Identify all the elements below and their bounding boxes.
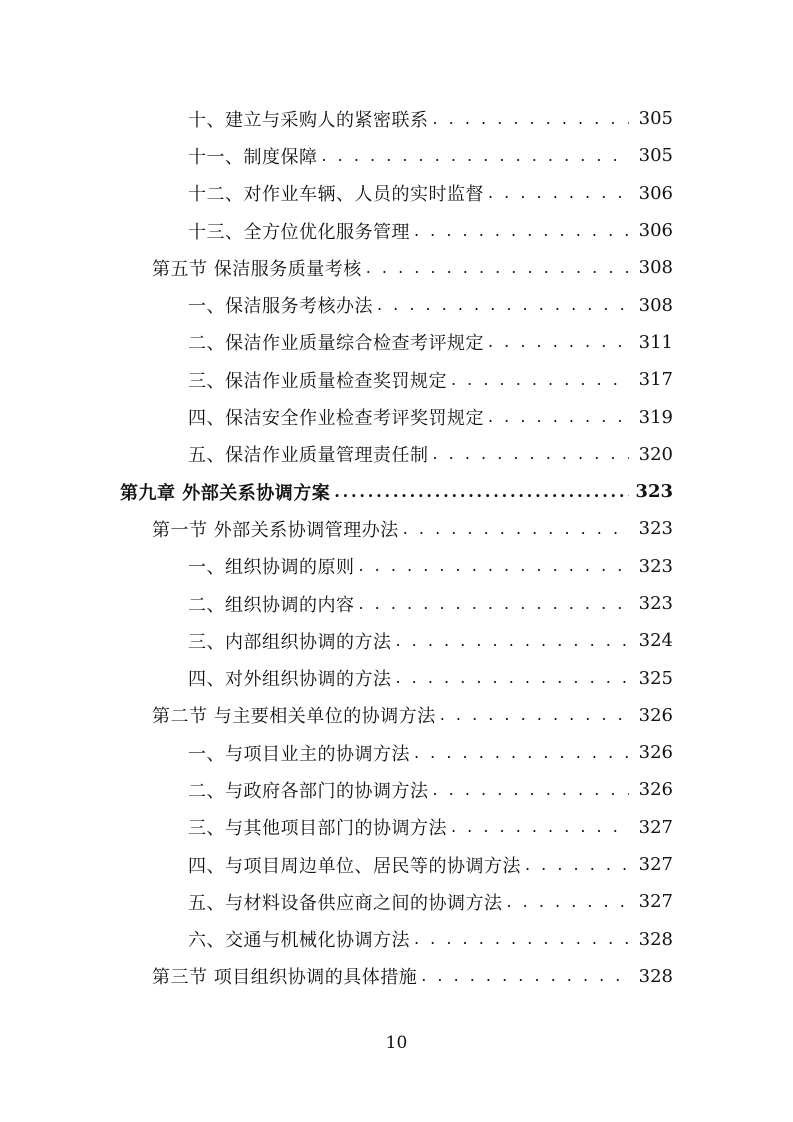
toc-entry[interactable] (0, 286, 793, 323)
toc-dot-leader (322, 145, 630, 167)
toc-entry-title: 三、保洁作业质量检查奖罚规定 (188, 370, 447, 392)
toc-entry-title: 四、与项目周边单位、居民等的协调方法 (188, 855, 521, 877)
toc-entry-page: 305 (638, 108, 673, 130)
toc-entry-page: 326 (638, 742, 673, 764)
toc-entry-page: 326 (638, 779, 673, 801)
toc-entry-page: 305 (638, 145, 673, 167)
toc-entry-title: 二、与政府各部门的协调方法 (188, 780, 429, 802)
toc-entry[interactable] (0, 473, 793, 510)
toc-entry-title: 一、与项目业主的协调方法 (188, 743, 410, 765)
toc-entry[interactable] (0, 771, 793, 808)
toc-entry-title: 第一节 外部关系协调管理办法 (152, 519, 399, 541)
toc-entry-title: 五、与材料设备供应商之间的协调方法 (188, 892, 503, 914)
toc-entry-title: 第二节 与主要相关单位的协调方法 (152, 706, 436, 728)
toc-dot-leader (414, 220, 629, 242)
toc-entry-title: 六、交通与机械化协调方法 (188, 930, 410, 952)
toc-entry-title: 一、保洁服务考核办法 (188, 296, 373, 318)
toc-entry[interactable] (0, 622, 793, 659)
toc-entry[interactable] (0, 175, 793, 212)
toc-entry[interactable] (0, 659, 793, 696)
toc-entry-page: 306 (638, 182, 673, 204)
toc-dot-leader (377, 294, 629, 316)
toc-dot-leader (334, 481, 629, 503)
toc-entry-page: 323 (638, 555, 673, 577)
toc-entry-title: 三、内部组织协调的方法 (188, 631, 392, 653)
table-of-contents (0, 100, 793, 995)
toc-entry-page: 323 (638, 593, 673, 614)
toc-dot-leader (507, 891, 630, 913)
toc-entry-title: 十二、对作业车辆、人员的实时监督 (188, 184, 484, 206)
toc-entry[interactable] (0, 846, 793, 883)
toc-entry-page: 323 (638, 518, 673, 540)
toc-entry[interactable] (0, 137, 793, 174)
toc-entry[interactable] (0, 436, 793, 473)
toc-entry-title: 一、组织协调的原则 (188, 557, 355, 579)
toc-dot-leader (440, 704, 629, 726)
toc-dot-leader (525, 854, 629, 876)
toc-entry-title: 第三节 项目组织协调的具体措施 (152, 967, 418, 989)
toc-entry[interactable] (0, 585, 793, 622)
toc-entry[interactable] (0, 100, 793, 137)
toc-entry[interactable] (0, 249, 793, 286)
toc-entry[interactable] (0, 883, 793, 920)
toc-entry[interactable] (0, 958, 793, 995)
toc-dot-leader (451, 816, 629, 838)
toc-entry-title: 四、保洁安全作业检查考评奖罚规定 (188, 408, 484, 430)
toc-dot-leader (359, 593, 630, 615)
toc-entry-page: 323 (635, 481, 673, 503)
toc-entry-page: 311 (638, 331, 673, 353)
toc-entry-title: 二、组织协调的内容 (188, 594, 355, 616)
toc-entry-title: 第五节 保洁服务质量考核 (152, 258, 362, 280)
toc-dot-leader (421, 965, 629, 987)
toc-dot-leader (488, 182, 629, 204)
toc-dot-leader (403, 518, 629, 540)
toc-entry-page: 325 (638, 667, 673, 689)
toc-dot-leader (396, 630, 630, 652)
toc-entry-page: 328 (638, 928, 673, 950)
toc-entry-title: 十、建立与采购人的紧密联系 (188, 109, 429, 131)
toc-entry-page: 308 (638, 294, 673, 316)
toc-entry-title: 二、保洁作业质量综合检查考评规定 (188, 333, 484, 355)
toc-entry-title: 五、保洁作业质量管理责任制 (188, 445, 429, 467)
toc-entry[interactable] (0, 212, 793, 249)
toc-entry-page: 319 (638, 406, 673, 428)
toc-entry[interactable] (0, 548, 793, 585)
toc-entry[interactable] (0, 361, 793, 398)
toc-entry-title: 十一、制度保障 (188, 146, 318, 168)
toc-entry[interactable] (0, 921, 793, 958)
toc-dot-leader (433, 443, 630, 465)
toc-dot-leader (488, 331, 629, 353)
toc-dot-leader (366, 257, 629, 279)
toc-entry[interactable] (0, 697, 793, 734)
toc-dot-leader (433, 779, 630, 801)
toc-dot-leader (451, 369, 629, 391)
toc-entry[interactable] (0, 809, 793, 846)
toc-entry-title: 十三、全方位优化服务管理 (188, 221, 410, 243)
toc-entry[interactable] (0, 510, 793, 547)
toc-entry-title: 第九章 外部关系协调方案 (120, 482, 331, 504)
toc-dot-leader (396, 667, 630, 689)
toc-dot-leader (433, 108, 630, 130)
toc-entry-page: 326 (638, 704, 673, 726)
toc-entry-page: 327 (638, 891, 673, 913)
toc-entry[interactable] (0, 734, 793, 771)
toc-entry-page: 320 (638, 443, 673, 465)
toc-entry-page: 327 (638, 854, 673, 876)
toc-entry-page: 306 (638, 220, 673, 242)
toc-entry-title: 三、与其他项目部门的协调方法 (188, 818, 447, 840)
toc-dot-leader (414, 928, 629, 950)
page-number: 10 (385, 1033, 408, 1053)
toc-entry-title: 四、对外组织协调的方法 (188, 669, 392, 691)
toc-entry[interactable] (0, 324, 793, 361)
toc-dot-leader (488, 406, 629, 428)
toc-entry[interactable] (0, 398, 793, 435)
toc-entry-page: 327 (638, 816, 673, 838)
toc-entry-page: 317 (638, 369, 673, 391)
toc-entry-page: 308 (638, 257, 673, 279)
toc-dot-leader (414, 742, 629, 764)
toc-entry-page: 324 (638, 630, 673, 652)
toc-dot-leader (359, 555, 630, 577)
toc-entry-page: 328 (638, 965, 673, 987)
